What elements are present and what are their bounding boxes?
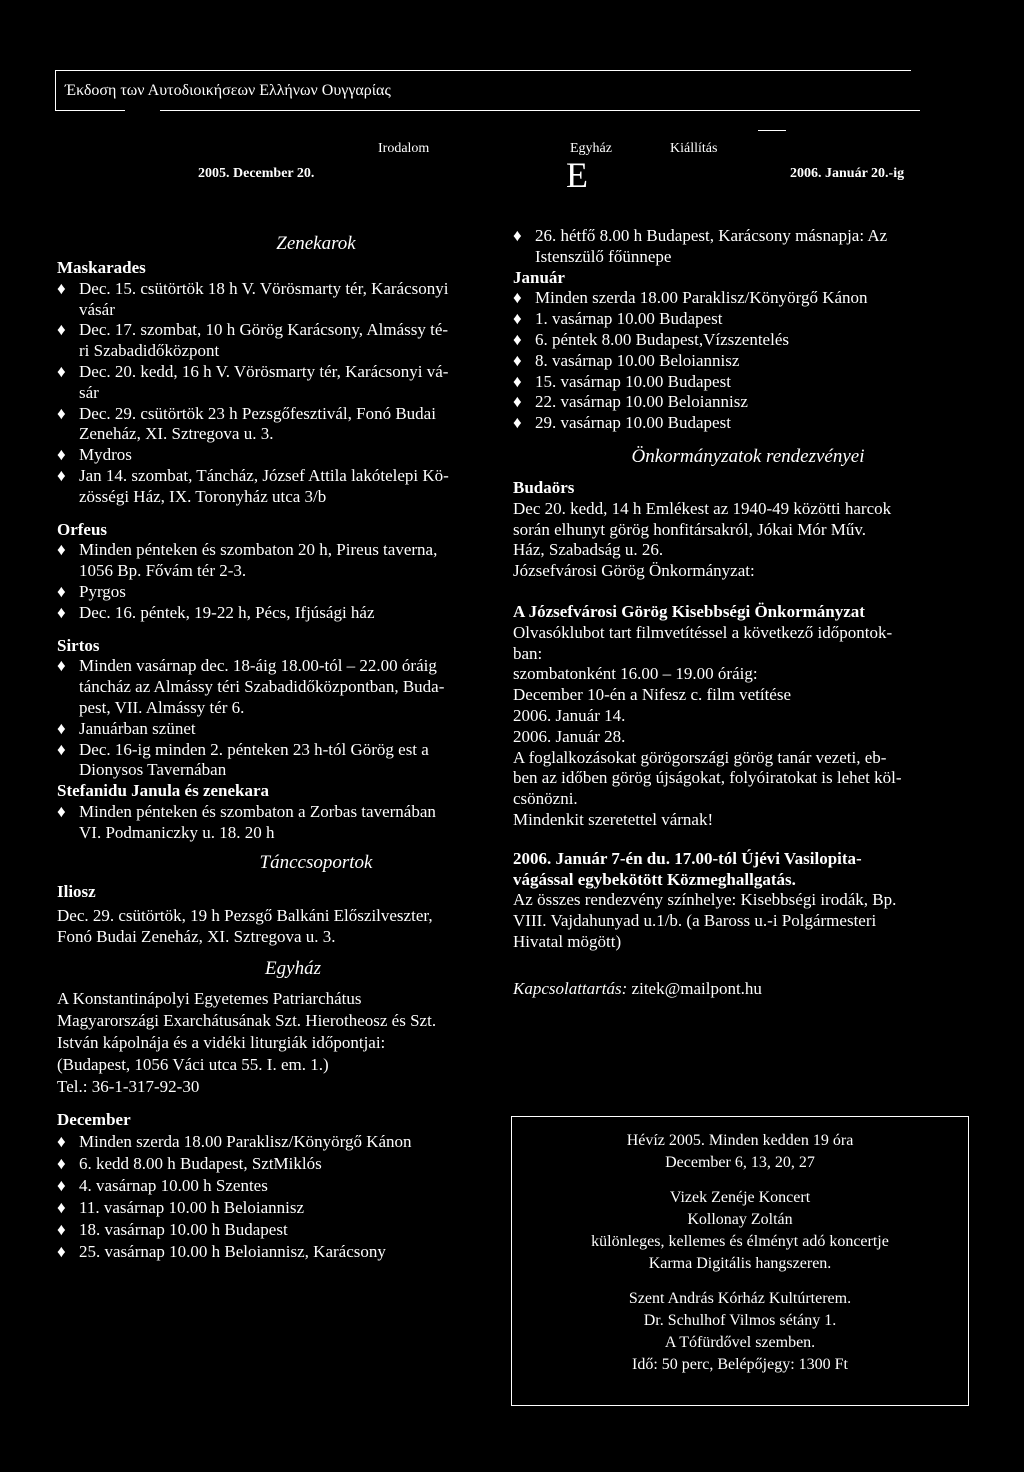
januar-heading: Január — [513, 267, 565, 287]
jozsefvarosi-heading: A Józsefvárosi Görög Kisebbségi Önkormányzat — [513, 601, 865, 621]
date-to: 2006. Január 20.-ig — [790, 166, 905, 181]
egyhaz-line: (Budapest, 1056 Váci utca 55. I. em. 1.) — [57, 1054, 329, 1074]
band-sirtos: Sirtos — [57, 635, 100, 655]
list-item: ♦ 4. vasárnap 10.00 h Szentes — [57, 1175, 535, 1197]
ad-line: December 6, 13, 20, 27 — [665, 1154, 815, 1171]
band-maskarades: Maskarades — [57, 258, 146, 277]
list-item: ♦ Januárban szünet — [57, 719, 535, 740]
list-item: ♦ 6. kedd 8.00 h Budapest, SztMiklós — [57, 1153, 535, 1175]
ad-line: Vizek Zenéje Koncert — [669, 1189, 811, 1206]
budaors-heading: Budaörs — [513, 477, 575, 497]
list-item: ♦ Dec. 16-ig minden 2. pénteken 23 h-tól Görög est a — [57, 740, 535, 761]
list-item: ♦ 11. vasárnap 10.00 h Beloiannisz — [57, 1197, 535, 1219]
list-item: ♦ Minden szerda 18.00 Paraklisz/Könyörgő Kánon — [513, 288, 983, 309]
december-heading: December — [57, 1109, 131, 1129]
list-item: ♦ 29. vasárnap 10.00 Budapest — [513, 413, 983, 434]
jozsef-line: Mindenkit szeretettel várnak! — [513, 809, 714, 829]
budaors-line: Józsefvárosi Görög Önkormányzat: — [513, 561, 755, 581]
nav-kiallitas: Kiállítás — [670, 141, 718, 156]
ad-line: Szent András Kórház Kultúrterem. — [628, 1290, 852, 1307]
publisher-line: Έκδοση των Αυτοδιοικήσεων Ελλήνων Ουγγαρίας — [65, 82, 391, 99]
group-iliosz: Iliosz — [57, 881, 96, 901]
list-item-cont: táncház az Almássy téri Szabadidőközpontban, Buda- — [79, 677, 445, 697]
egyhaz-line: A Konstantinápolyi Egyetemes Patriarchátus — [57, 988, 362, 1008]
egyhaz-heading: Egyház — [265, 957, 321, 979]
list-item-cont: 1056 Bp. Fővám tér 2-3. — [79, 561, 247, 581]
ad-line: Karma Digitális hangszeren. — [648, 1255, 832, 1272]
list-item: ♦ 18. vasárnap 10.00 h Budapest — [57, 1219, 535, 1241]
list-item-cont: sár — [79, 382, 99, 402]
ad-line: Dr. Schulhof Vilmos sétány 1. — [643, 1312, 837, 1329]
header-rule-right — [160, 110, 920, 111]
logo-letter: E — [566, 155, 588, 195]
list-item-cont: zösségi Ház, IX. Toronyház utca 3/b — [79, 486, 327, 506]
list-item-cont: VI. Podmaniczky u. 18. 20 h — [79, 822, 275, 842]
ad-line: különleges, kellemes és élményt adó koncertje — [591, 1233, 889, 1250]
list-item-cont: pest, VII. Almássy tér 6. — [79, 697, 245, 717]
list-item: ♦ 1. vasárnap 10.00 Budapest — [513, 309, 983, 330]
iliosz-line: Dec. 29. csütörtök, 19 h Pezsgő Balkáni Előszilveszter, — [57, 906, 433, 926]
jozsef-line: 2006. Január 28. — [513, 726, 626, 746]
nav-egyhaz: Egyház — [570, 141, 612, 156]
ad-line: Idő: 50 perc, Belépőjegy: 1300 Ft — [632, 1356, 848, 1373]
jozsef-line: A foglalkozásokat görögországi görög tanár vezeti, eb- — [513, 747, 887, 767]
onkormanyzatok-heading: Önkormányzatok rendezvényei — [631, 445, 865, 467]
iliosz-line: Fonó Budai Zeneház, XI. Sztregova u. 3. — [57, 927, 336, 947]
list-item: ♦ 26. hétfő 8.00 h Budapest, Karácsony másnapja: Az — [513, 226, 983, 247]
tanccsoportok-heading: Tánccsoportok — [259, 851, 373, 873]
egyhaz-line: Tel.: 36-1-317-92-30 — [57, 1076, 200, 1096]
jozsef-line: csönözni. — [513, 789, 578, 809]
zenekarok-heading: Zenekarok — [276, 233, 356, 254]
ad-line: Hévíz 2005. Minden kedden 19 óra — [626, 1132, 854, 1149]
band-pyrgos: ♦ Pyrgos — [57, 582, 535, 603]
jozsef-line: ben az időben görög újságokat, folyóiratokat is lehet köl- — [513, 768, 902, 788]
list-item: ♦ Minden vasárnap dec. 18-áig 18.00-tól – 22.00 óráig — [57, 656, 535, 677]
list-item-cont: vásár — [79, 299, 115, 319]
list-item: ♦ Dec. 20. kedd, 16 h V. Vörösmarty tér, Karácsonyi vá- — [57, 362, 535, 383]
contact-email[interactable]: zitek@mailpont.hu — [627, 978, 762, 998]
band-orfeus: Orfeus — [57, 519, 108, 539]
list-item-cont: ri Szabadidőközpont — [79, 341, 220, 361]
band-mydros: ♦ Mydros — [57, 445, 535, 466]
left-column — [57, 230, 535, 1263]
jozsef-line: 2006. Január 14. — [513, 705, 626, 725]
jozsef-line: December 10-én a Nifesz c. film vetítése — [513, 685, 792, 705]
list-item: ♦ 25. vasárnap 10.00 h Beloiannisz, Karácsony — [57, 1241, 535, 1263]
list-item-cont: Istenszülő főünnepe — [535, 246, 672, 266]
list-item: ♦ 8. vasárnap 10.00 Beloiannisz — [513, 351, 983, 372]
contact-label: Kapcsolattartás: — [513, 978, 628, 998]
list-item: ♦ 15. vasárnap 10.00 Budapest — [513, 372, 983, 393]
vasilopita-title: vágással egybekötött Közmeghallgatás. — [513, 869, 796, 889]
concert-ad-box — [511, 1116, 969, 1406]
list-item: ♦ Minden szerda 18.00 Paraklisz/Könyörgő Kánon — [57, 1131, 535, 1153]
list-item: ♦ Jan 14. szombat, Táncház, József Attila lakótelepi Kö- — [57, 466, 535, 487]
budaors-line: Dec 20. kedd, 14 h Emlékest az 1940-49 közötti harcok — [513, 498, 892, 518]
header-rule-left — [55, 110, 125, 111]
right-column — [513, 226, 983, 1000]
budaors-line: Ház, Szabadság u. 26. — [513, 540, 664, 560]
venue-line: Hivatal mögött) — [513, 931, 622, 951]
venue-line: VIII. Vajdahunyad u.1/b. (a Baross u.-i Polgármesteri — [513, 911, 877, 931]
ad-line: Kollonay Zoltán — [687, 1211, 793, 1228]
ad-line: A Tófürdővel szemben. — [664, 1334, 816, 1351]
header-dash — [758, 130, 786, 131]
jozsef-line: szombatonként 16.00 – 19.00 óráig: — [513, 664, 758, 684]
list-item: ♦ Dec. 15. csütörtök 18 h V. Vörösmarty tér, Karácsonyi — [57, 279, 535, 300]
vasilopita-title: 2006. Január 7-én du. 17.00-tól Újévi Vasilopita- — [513, 848, 862, 868]
egyhaz-line: Magyarországi Exarchátusának Szt. Hierotheosz és Szt. — [57, 1010, 437, 1030]
list-item: ♦ Minden pénteken és szombaton 20 h, Pireus taverna, — [57, 540, 535, 561]
list-item: ♦ 6. péntek 8.00 Budapest,Vízszentelés — [513, 330, 983, 351]
list-item: ♦ Minden pénteken és szombaton a Zorbas tavernában — [57, 802, 535, 823]
venue-line: Az összes rendezvény színhelye: Kisebbségi irodák, Bp. — [513, 890, 897, 910]
list-item: ♦ Dec. 16. péntek, 19-22 h, Pécs, Ifjúsági ház — [57, 603, 535, 624]
budaors-line: során elhunyt görög honfitársakról, Jókai Mór Műv. — [513, 519, 867, 539]
jozsef-line: ban: — [513, 643, 543, 663]
contact-line — [513, 979, 983, 1000]
jozsef-line: Olvasóklubot tart filmvetítéssel a következő időpontok- — [513, 622, 893, 642]
list-item: ♦ Dec. 17. szombat, 10 h Görög Karácsony, Almássy té- — [57, 320, 535, 341]
nav-irodalom: Irodalom — [378, 141, 430, 156]
list-item: ♦ Dec. 29. csütörtök 23 h Pezsgőfesztivál, Fonó Budai — [57, 404, 535, 425]
egyhaz-line: István kápolnája és a vidéki liturgiák időpontjai: — [57, 1032, 386, 1052]
list-item: ♦ 22. vasárnap 10.00 Beloiannisz — [513, 392, 983, 413]
list-item-cont: Zeneház, XI. Sztregova u. 3. — [79, 424, 274, 444]
date-from: 2005. December 20. — [198, 166, 315, 181]
list-item-cont: Dionysos Tavernában — [79, 760, 227, 780]
band-stefanidu: Stefanidu Janula és zenekara — [57, 781, 270, 801]
